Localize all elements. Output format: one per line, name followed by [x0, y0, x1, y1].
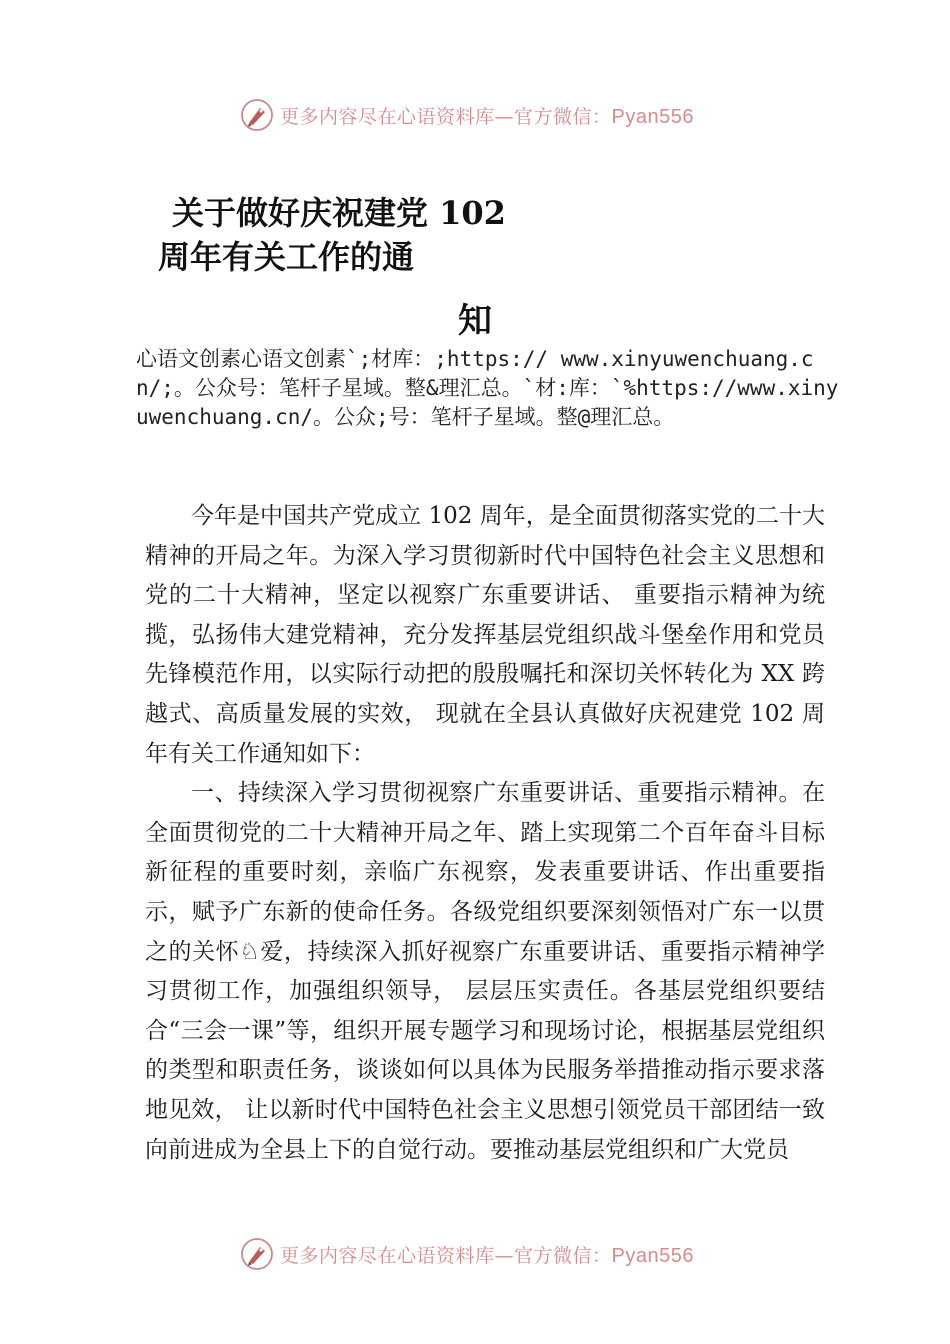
footer-banner	[240, 1234, 694, 1274]
banner-text: 更多内容尽在心语资料库—官方微信：Pyan556	[280, 1244, 694, 1267]
header-banner	[240, 95, 694, 135]
pen-nib-logo-icon	[240, 98, 274, 132]
wechat-handle: Pyan556	[611, 1244, 694, 1267]
paragraph-intro: 今年是中国共产党成立 102 周年，是全面贯彻落实党的二十大精神的开局之年。为深入学习贯彻新时代中国特色社会主义思想和党的二十大精神，坚定以视察广东重要讲话、 重要指示精神为统揽，弘扬伟大建党精神，充分发挥基层党组织战斗堡垒作用和党员先锋模范作用，以实际行动把的殷殷嘱托和深切关怀转化为 XX 跨越式、高质量发展的实效， 现就在全县认真做好庆祝建党 102 周年有关工作通知如下：	[145, 503, 825, 767]
paragraph-section-1: 一、持续深入学习贯彻视察广东重要讲话、重要指示精神。在全面贯彻党的二十大精神开局之年、踏上实现第二个百年奋斗目标新征程的重要时刻，亲临广东视察，发表重要讲话、作出重要指示，赋予广东新的使命任务。各级党组织要深刻领悟对广东一以贯之的关怀♘爱，持续深入抓好视察广东重要讲话、重要指示精神学习贯彻工作，加强组织领导， 层层压实责任。各基层党组织要结合“三会一课”等，组织开展专题学习和现场讨论，根据基层党组织的类型和职责任务，谈谈如何以具体为民服务举措推动指示要求落地见效， 让以新时代中国特色社会主义思想引领党员干部团结一致向前进成为全县上下的自觉行动。要推动基层党组织和广大党员	[145, 780, 825, 1163]
title-line-2: 周年有关工作的通	[158, 238, 415, 276]
source-watermark-text: 心语文创素心语文创素`;材库：;https:// www.xinyuwenchuang.cn/;。公众号：笔杆子星域。整&理汇总。`材:库：`%https://www.xinyuwenchuang.cn/。公众;号：笔杆子星域。整@理汇总。	[136, 347, 839, 429]
wechat-handle: Pyan556	[611, 105, 694, 128]
title-line-1: 关于做好庆祝建党 102	[172, 194, 506, 232]
document-body	[145, 497, 825, 1170]
title-line-3: 知	[458, 301, 492, 341]
pen-nib-logo-icon	[240, 1237, 274, 1271]
banner-text: 更多内容尽在心语资料库—官方微信：Pyan556	[280, 105, 694, 128]
